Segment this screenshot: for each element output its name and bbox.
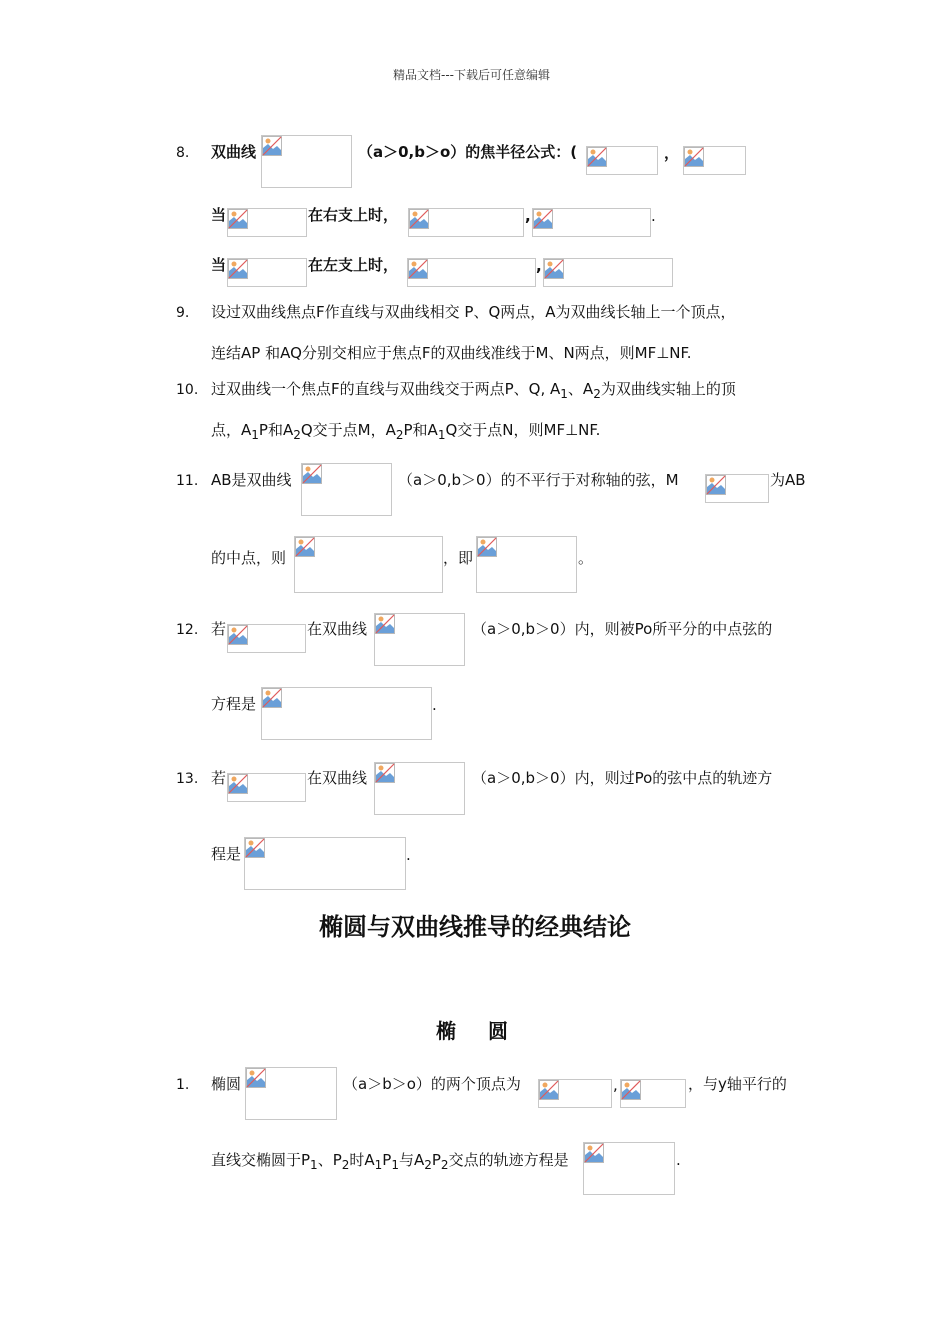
item-text: . <box>406 846 411 864</box>
formula-image <box>683 146 746 175</box>
section-title: 椭圆与双曲线推导的经典结论 <box>319 913 631 941</box>
item-text: （a＞0,b＞0）内，则过Po的弦中点的轨迹方 <box>472 769 773 787</box>
formula-image <box>407 258 536 287</box>
formula-image <box>374 613 465 666</box>
item-number: 11. <box>176 473 199 489</box>
formula-image <box>227 773 306 802</box>
formula-image <box>408 208 524 237</box>
item-text: 若 <box>211 769 227 787</box>
subsection-title: 椭圆 <box>436 1019 540 1043</box>
item-text: 直线交椭圆于$P_1$、$P_2$时$A_1P_1$与$A_2P_2$交点的轨迹方程是 <box>211 1151 569 1172</box>
item-text: ，与y轴平行的 <box>688 1075 787 1093</box>
item-text: 。 <box>578 549 594 567</box>
item-text: （a＞0,b＞o）的焦半径公式：( <box>358 143 578 161</box>
item-number: 8. <box>176 145 190 161</box>
item-text: 点，$A_1P$和$A_2Q$交于点M，$A_2P$和$A_1Q$交于点N，则MF⊥NF. <box>211 421 601 442</box>
formula-image <box>705 474 769 503</box>
item-text: 过双曲线一个焦点F的直线与双曲线交于两点P、Q, $A_1$、$A_2$为双曲线实轴上的顶 <box>211 380 736 401</box>
item-text: （a＞b＞o）的两个顶点为 <box>343 1075 521 1093</box>
item-text: AB是双曲线 <box>211 471 292 489</box>
item-number: 13. <box>176 771 199 787</box>
item-number: 12. <box>176 622 199 638</box>
item-text: . <box>676 1151 681 1169</box>
item-text: , <box>525 207 531 225</box>
item-text: 在右支上时， <box>308 206 399 224</box>
item-text: , <box>536 257 542 275</box>
formula-image <box>301 463 392 516</box>
item-number: 9. <box>176 305 190 321</box>
formula-image <box>538 1079 612 1108</box>
formula-image <box>374 762 465 815</box>
formula-image <box>543 258 673 287</box>
item-text: , <box>613 1076 618 1094</box>
item-text: 当 <box>211 206 227 224</box>
formula-image <box>476 536 577 593</box>
item-number: 10. <box>176 382 199 398</box>
item-text: ， <box>664 144 680 162</box>
formula-image <box>227 258 307 287</box>
item-number: 1. <box>176 1077 190 1093</box>
item-text: 双曲线 <box>211 143 257 161</box>
item-text: . <box>651 207 656 225</box>
item-text: 在双曲线 <box>307 620 368 638</box>
formula-image <box>227 208 307 237</box>
formula-image <box>245 1067 337 1120</box>
formula-image <box>532 208 651 237</box>
item-text: 若 <box>211 620 227 638</box>
item-text: 在双曲线 <box>307 769 368 787</box>
item-text: 在左支上时， <box>308 256 399 274</box>
item-text: . <box>432 696 437 714</box>
formula-image <box>294 536 443 593</box>
page-header: 精品文档---下载后可任意编辑 <box>393 68 550 82</box>
item-text: 设过双曲线焦点F作直线与双曲线相交 P、Q两点，A为双曲线长轴上一个顶点， <box>211 303 736 321</box>
item-text: 的中点，则 <box>211 549 287 567</box>
item-text: 程是 <box>211 845 242 863</box>
item-text: （a＞0,b＞0）的不平行于对称轴的弦，M <box>398 471 679 489</box>
item-text: （a＞0,b＞0）内，则被Po所平分的中点弦的 <box>472 620 773 638</box>
formula-image <box>620 1079 686 1108</box>
formula-image <box>244 837 406 890</box>
item-text: ，即 <box>443 549 474 567</box>
item-text: 当 <box>211 256 227 274</box>
item-text: 连结AP 和AQ分别交相应于焦点F的双曲线准线于M、N两点，则MF⊥NF. <box>211 344 692 362</box>
item-text: 椭圆 <box>211 1075 242 1093</box>
formula-image <box>261 687 432 740</box>
formula-image <box>583 1142 675 1195</box>
formula-image <box>261 135 352 188</box>
formula-image <box>586 146 658 175</box>
item-text: 方程是 <box>211 695 257 713</box>
formula-image <box>227 624 306 653</box>
item-text: 为AB <box>770 471 806 489</box>
